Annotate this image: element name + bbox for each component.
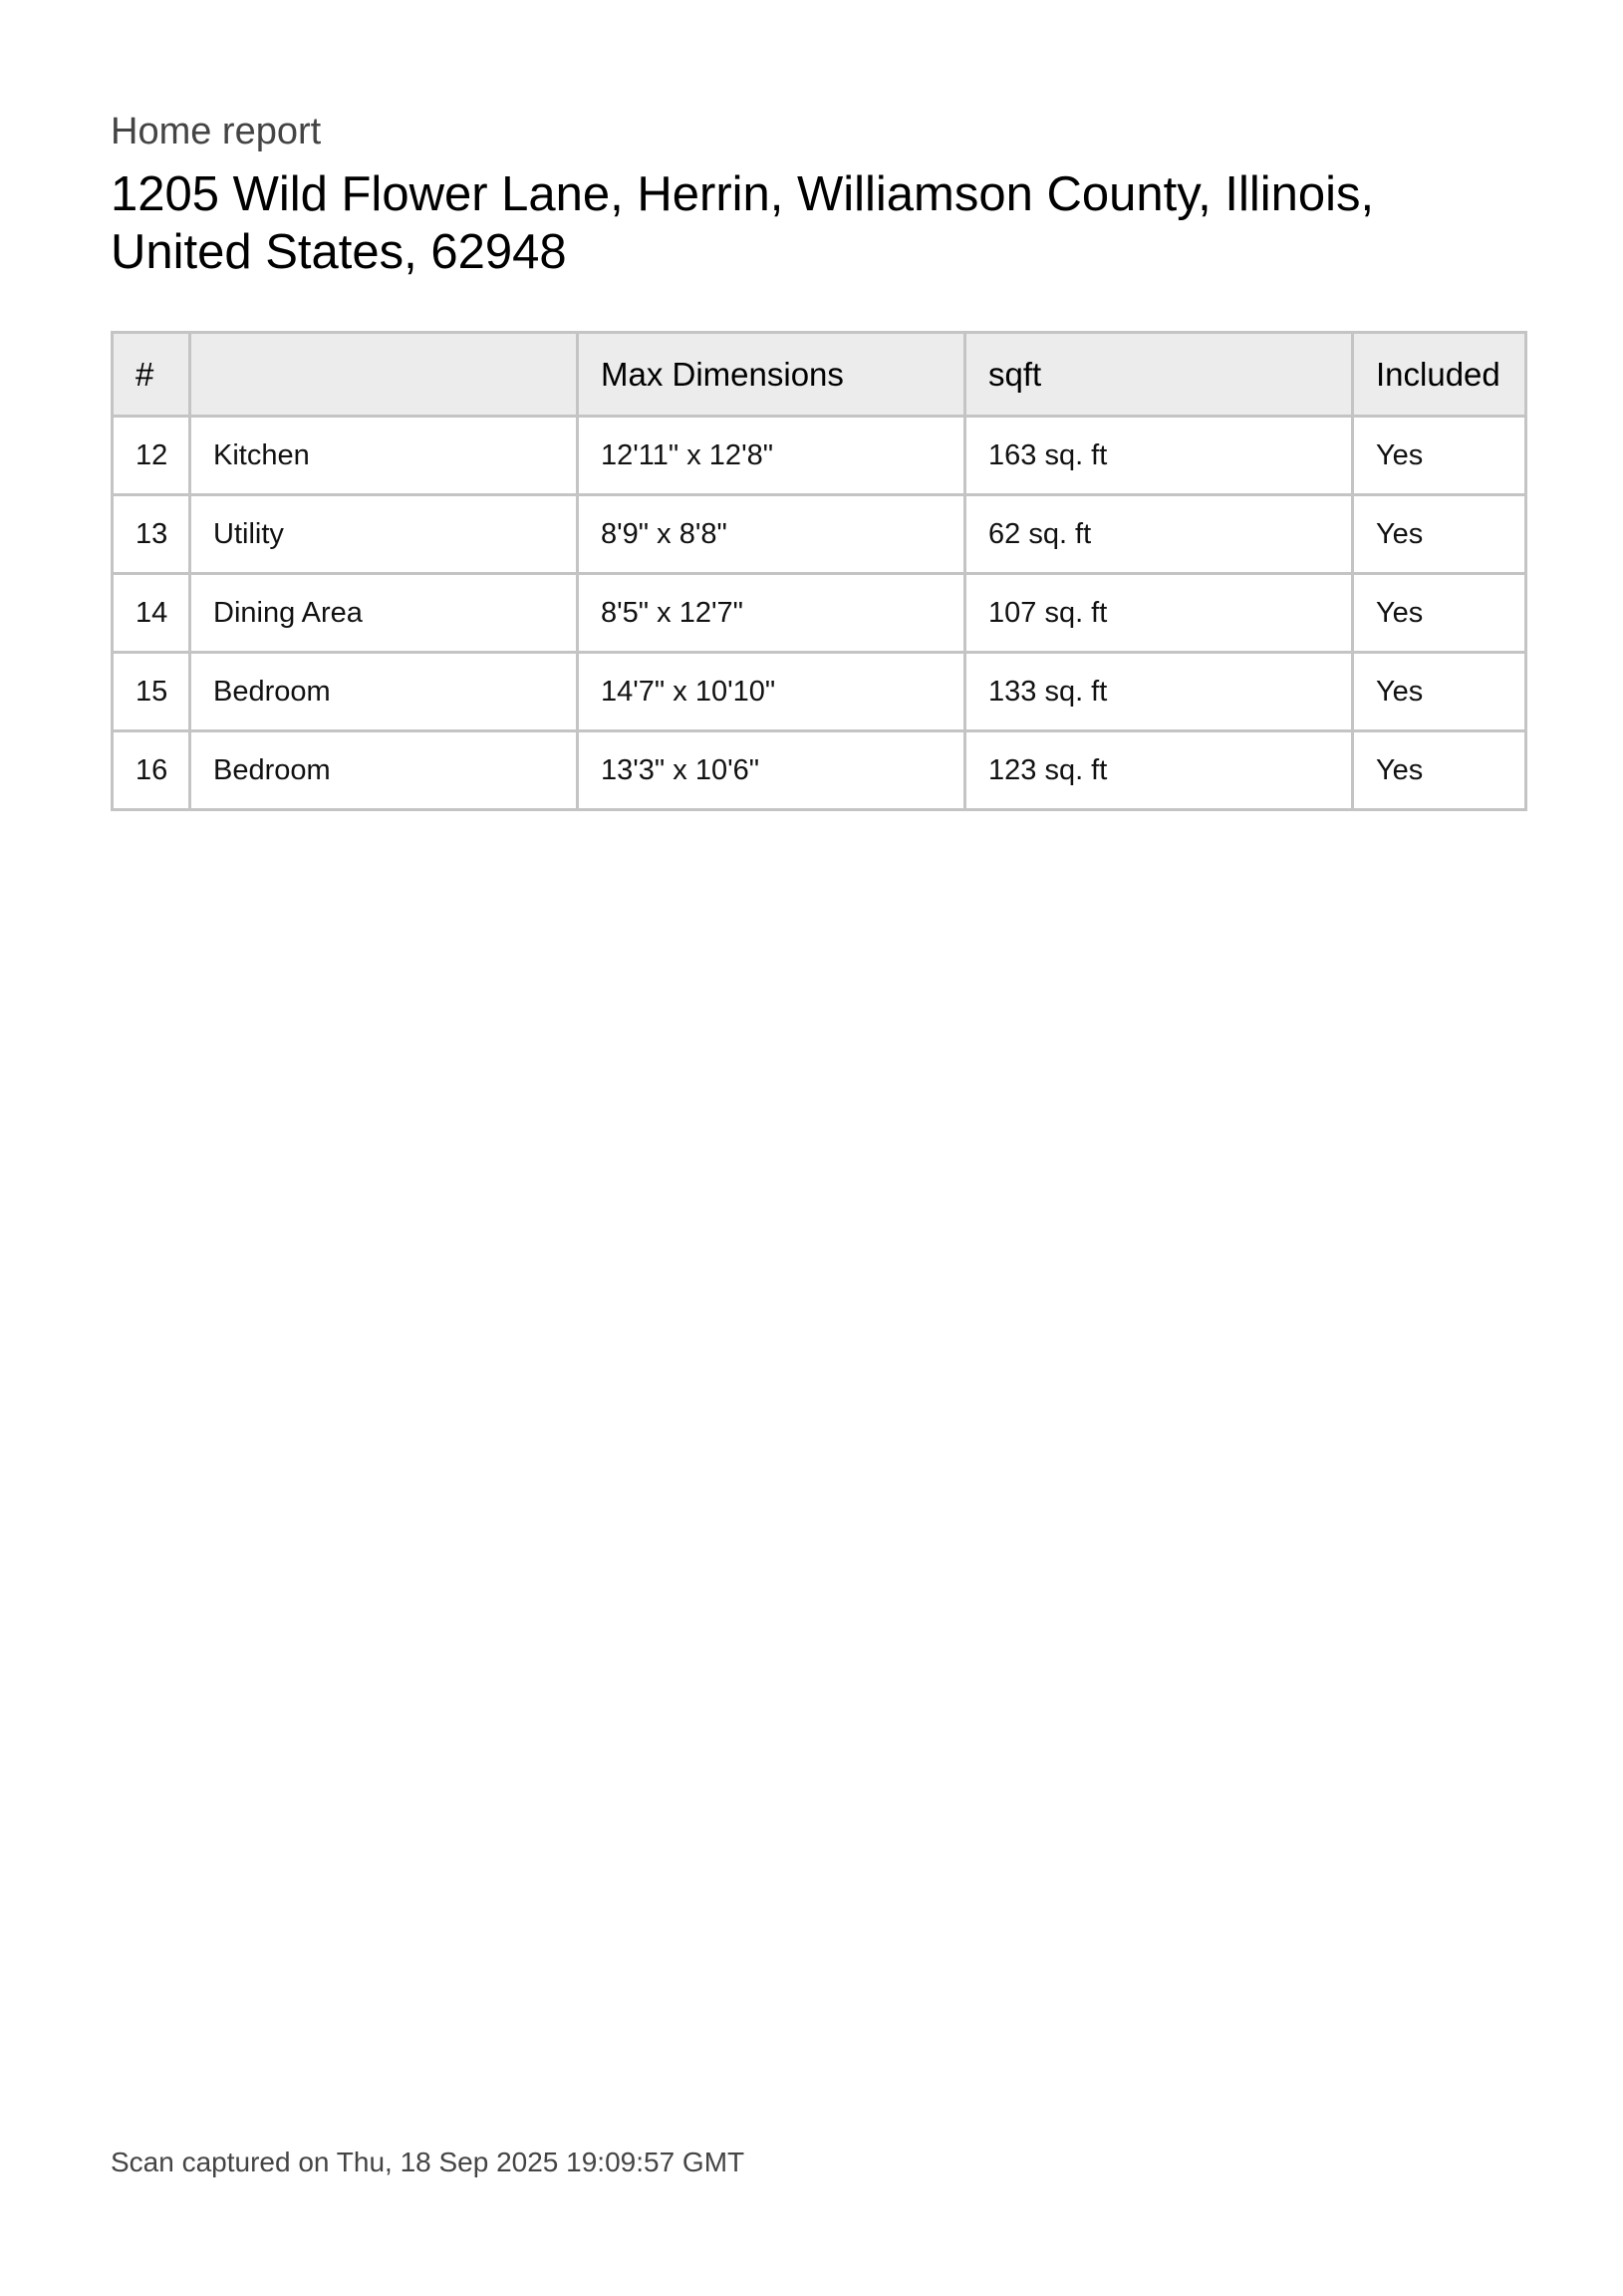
header-max-dimensions: Max Dimensions bbox=[578, 333, 965, 417]
cell-room: Dining Area bbox=[190, 574, 578, 653]
table-row bbox=[113, 417, 1526, 495]
scan-capture-timestamp: Scan captured on Thu, 18 Sep 2025 19:09:57 GMT bbox=[111, 2147, 745, 2177]
cell-number: 13 bbox=[113, 495, 190, 574]
cell-included: Yes bbox=[1353, 653, 1526, 731]
cell-sqft: 163 sq. ft bbox=[965, 417, 1353, 495]
table-row bbox=[113, 653, 1526, 731]
cell-room: Utility bbox=[190, 495, 578, 574]
cell-dimensions: 12'11" x 12'8" bbox=[578, 417, 965, 495]
cell-sqft: 107 sq. ft bbox=[965, 574, 1353, 653]
cell-included: Yes bbox=[1353, 417, 1526, 495]
cell-dimensions: 8'9" x 8'8" bbox=[578, 495, 965, 574]
cell-room: Bedroom bbox=[190, 653, 578, 731]
cell-number: 15 bbox=[113, 653, 190, 731]
cell-dimensions: 8'5" x 12'7" bbox=[578, 574, 965, 653]
table-row bbox=[113, 574, 1526, 653]
cell-sqft: 133 sq. ft bbox=[965, 653, 1353, 731]
report-subtitle: Home report bbox=[111, 111, 322, 152]
header-number: # bbox=[113, 333, 190, 417]
cell-sqft: 62 sq. ft bbox=[965, 495, 1353, 574]
report-title: 1205 Wild Flower Lane, Herrin, Williamson County, Illinois, United States, 62948 bbox=[111, 167, 1375, 279]
cell-room: Bedroom bbox=[190, 731, 578, 810]
cell-number: 16 bbox=[113, 731, 190, 810]
header-room bbox=[190, 333, 578, 417]
header-sqft: sqft bbox=[965, 333, 1353, 417]
cell-included: Yes bbox=[1353, 495, 1526, 574]
table-header-row bbox=[113, 333, 1526, 417]
cell-included: Yes bbox=[1353, 731, 1526, 810]
table-row bbox=[113, 495, 1526, 574]
cell-dimensions: 13'3" x 10'6" bbox=[578, 731, 965, 810]
cell-sqft: 123 sq. ft bbox=[965, 731, 1353, 810]
cell-room: Kitchen bbox=[190, 417, 578, 495]
rooms-table bbox=[111, 331, 1527, 811]
table-row bbox=[113, 731, 1526, 810]
cell-dimensions: 14'7" x 10'10" bbox=[578, 653, 965, 731]
header-included: Included bbox=[1353, 333, 1526, 417]
cell-included: Yes bbox=[1353, 574, 1526, 653]
cell-number: 12 bbox=[113, 417, 190, 495]
cell-number: 14 bbox=[113, 574, 190, 653]
